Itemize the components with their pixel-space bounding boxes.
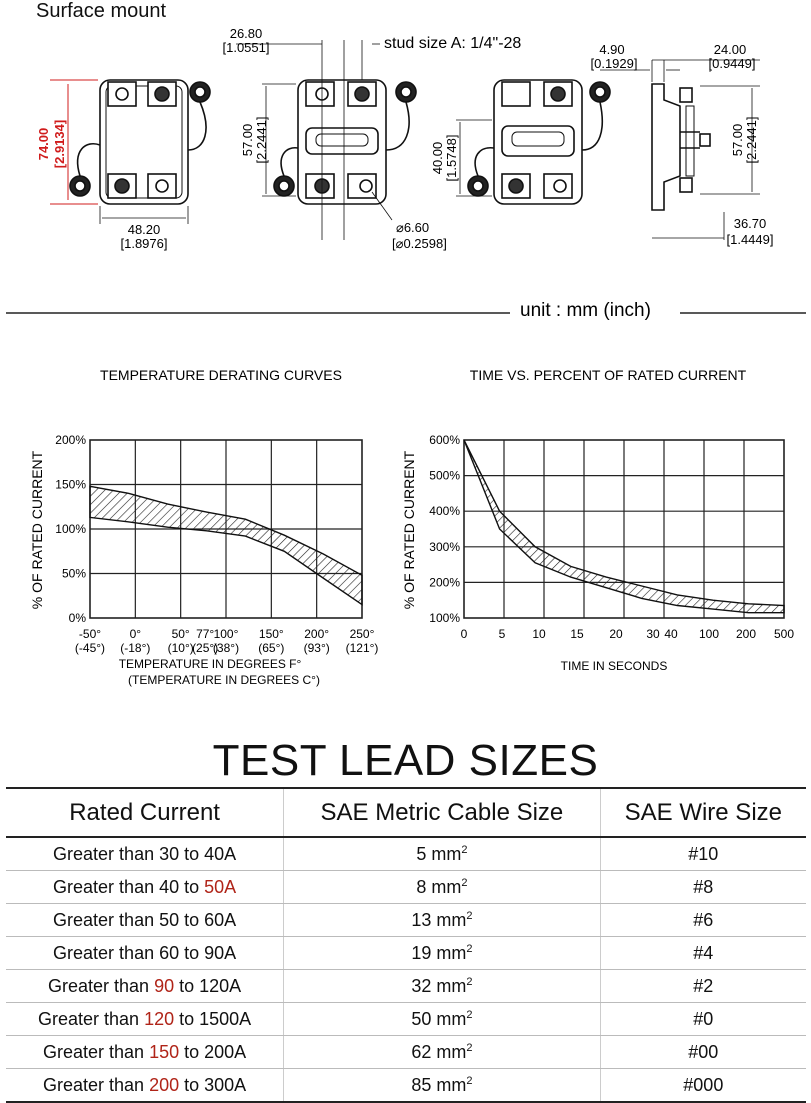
cable-size-value: 8 mm (416, 876, 462, 897)
table-title: TEST LEAD SIZES (212, 736, 599, 785)
stud-size-label: stud size A: 1/4"-28 (384, 35, 522, 52)
wire-size-cell: #6 (600, 904, 806, 937)
profile-view (652, 84, 710, 210)
wire-size-cell: #000 (600, 1069, 806, 1103)
cable-size-cell (284, 970, 600, 1003)
temperature-derating-chart (29, 367, 378, 687)
rated-current-cell (6, 871, 284, 904)
y-tick-label: 0% (68, 611, 86, 625)
wire-size-cell: #0 (600, 1003, 806, 1036)
cable-size-cell (284, 1069, 600, 1103)
cable-size-value: 13 mm (411, 909, 467, 930)
side-view (468, 80, 610, 204)
height-in-label: [2.9134] (52, 119, 67, 169)
table-row (6, 837, 806, 871)
stud-len-in-label: [1.4449] (726, 232, 774, 247)
x-tick-label-f: 100° (213, 627, 239, 641)
rated-current-cell (6, 937, 284, 970)
x-tick-label: 10 (532, 627, 546, 641)
x-tick-label-f: 200° (304, 627, 330, 641)
x-tick-label: 15 (570, 627, 584, 641)
mounting-view (274, 80, 416, 204)
mount-in-label: [2.2441] (254, 116, 269, 164)
x-tick-label: 0 (460, 627, 468, 641)
x-tick-label-f: 150° (258, 627, 284, 641)
squared-superscript: 2 (466, 1041, 473, 1054)
chart1-ylabel: % OF RATED CURRENT (29, 450, 45, 610)
cable-size-value: 5 mm (416, 843, 462, 864)
squared-superscript: 2 (461, 876, 468, 889)
mount2-mm-label: 57.00 (730, 123, 745, 157)
cable-size-cell (284, 937, 600, 970)
x-tick-label-c: (121°) (345, 641, 379, 655)
chart1-xlabel: TEMPERATURE IN DEGREES F° (118, 657, 302, 671)
mount2-in-label: [2.2441] (744, 116, 759, 164)
rated-current-pre: Greater than (43, 1041, 150, 1062)
stud-len-mm-label: 36.70 (733, 216, 767, 231)
wire-size-cell: #8 (600, 871, 806, 904)
rated-current-red: 150 (149, 1041, 180, 1062)
rated-current-cell (6, 970, 284, 1003)
dimension-drawings (0, 0, 811, 330)
thick-mm-label: 4.90 (599, 42, 625, 57)
x-tick-label: 20 (609, 627, 623, 641)
depth-in-label: [0.9449] (708, 56, 756, 71)
y-tick-label: 150% (55, 477, 86, 492)
x-tick-label-c: (10°) (167, 641, 194, 655)
column-header: Rated Current (6, 788, 284, 837)
cable-size-value: 62 mm (411, 1041, 467, 1062)
rated-current-cell (6, 1036, 284, 1069)
rated-current-cell (6, 1069, 284, 1103)
x-tick-label-c: (93°) (303, 641, 330, 655)
wire-size-cell: #10 (600, 837, 806, 871)
y-tick-label: 500% (429, 468, 460, 483)
x-tick-label-c: (38°) (212, 641, 240, 655)
rated-current-pre: Greater than 60 to 90A (53, 942, 237, 963)
y-tick-label: 200% (429, 575, 460, 590)
rated-current-cell (6, 1003, 284, 1036)
time-vs-current-chart (401, 367, 794, 673)
rated-current-pre: Greater than (38, 1008, 145, 1029)
y-tick-label: 100% (429, 611, 460, 625)
squared-superscript: 2 (466, 909, 473, 922)
squared-superscript: 2 (466, 975, 473, 988)
hole-mm-label: ⌀6.60 (396, 220, 430, 235)
cable-size-cell (284, 904, 600, 937)
chart1-xlabel2: (TEMPERATURE IN DEGREES C°) (128, 673, 320, 687)
cable-size-cell (284, 837, 600, 871)
stud-spacing-mm-label: 26.80 (229, 26, 263, 41)
x-tick-label: 40 (664, 627, 678, 641)
cable-size-value: 85 mm (411, 1074, 467, 1095)
y-tick-label: 400% (429, 504, 460, 519)
cable-size-cell (284, 1036, 600, 1069)
x-tick-label-f: -50° (78, 627, 102, 641)
width-in-label: [1.8976] (120, 236, 168, 251)
rated-current-post: to 120A (174, 975, 242, 996)
depth-mm-label: 24.00 (713, 42, 747, 57)
rated-current-pre: Greater than (48, 975, 155, 996)
thick-in-label: [0.1929] (590, 56, 638, 71)
chart2-ylabel: % OF RATED CURRENT (401, 450, 417, 610)
rated-current-pre: Greater than 30 to (53, 843, 205, 864)
x-tick-label-f: 250° (349, 627, 375, 641)
mount-mm-label: 57.00 (240, 123, 255, 157)
rated-current-pre: Greater than (43, 1074, 150, 1095)
rated-current-post: to 200A (179, 1041, 247, 1062)
x-tick-label-c: (-45°) (74, 641, 106, 655)
squared-superscript: 2 (466, 1008, 473, 1021)
side-in-label: [1.5748] (444, 134, 459, 182)
rated-current-pre: Greater than 50 to 60A (53, 909, 237, 930)
y-tick-label: 50% (61, 566, 86, 581)
stud-spacing-in-label: [1.0551] (222, 40, 270, 55)
table-row (6, 871, 806, 904)
squared-superscript: 2 (461, 843, 468, 856)
wire-size-cell: #4 (600, 937, 806, 970)
x-tick-label-c: (25°) (192, 641, 219, 655)
rated-current-red: 90 (154, 975, 175, 996)
cable-size-value: 32 mm (411, 975, 467, 996)
table-row (6, 1003, 806, 1036)
cable-size-cell (284, 1003, 600, 1036)
table-row (6, 904, 806, 937)
rated-current-red: 120 (144, 1008, 175, 1029)
column-header: SAE Metric Cable Size (284, 788, 600, 837)
table-row (6, 937, 806, 970)
rated-current-post: to 300A (179, 1074, 247, 1095)
y-tick-label: 600% (429, 433, 460, 447)
width-mm-label: 48.20 (127, 222, 161, 237)
charts (0, 340, 811, 710)
x-tick-label: 5 (498, 627, 506, 641)
rated-current-red: 50A (204, 876, 237, 897)
heading: Surface mount (36, 0, 167, 22)
cable-size-cell (284, 871, 600, 904)
x-tick-label: 100 (698, 627, 720, 641)
cable-size-value: 19 mm (411, 942, 467, 963)
x-tick-label-c: (-18°) (120, 641, 151, 655)
table-row (6, 970, 806, 1003)
wire-size-cell: #2 (600, 970, 806, 1003)
squared-superscript: 2 (466, 1074, 473, 1087)
y-tick-label: 200% (55, 433, 86, 447)
hole-in-label: [⌀0.2598] (392, 236, 447, 251)
column-header: SAE Wire Size (600, 788, 806, 837)
squared-superscript: 2 (466, 942, 473, 955)
side-mm-label: 40.00 (430, 141, 445, 175)
rated-current-cell (6, 904, 284, 937)
test-lead-table (6, 787, 806, 1103)
x-tick-label-f: 50° (171, 627, 190, 641)
table-row (6, 1036, 806, 1069)
x-tick-label: 500 (773, 627, 795, 641)
y-tick-label: 100% (55, 522, 86, 536)
rated-current-post: 40A (204, 843, 237, 864)
rated-current-cell (6, 837, 284, 871)
x-tick-label: 200 (735, 627, 757, 641)
x-tick-label-c: (65°) (258, 641, 285, 655)
x-tick-label-f: 0° (129, 627, 142, 641)
rated-current-red: 200 (149, 1074, 180, 1095)
cable-size-value: 50 mm (411, 1008, 467, 1029)
rated-current-pre: Greater than 40 to (53, 876, 205, 897)
wire-size-cell: #00 (600, 1036, 806, 1069)
chart2-xlabel: TIME IN SECONDS (560, 659, 668, 673)
x-tick-label-f: 77° (196, 627, 215, 641)
chart2-title: TIME VS. PERCENT OF RATED CURRENT (469, 367, 747, 383)
chart1-title: TEMPERATURE DERATING CURVES (100, 367, 342, 383)
table-row (6, 1069, 806, 1103)
front-view (70, 80, 210, 204)
y-tick-label: 300% (429, 539, 460, 554)
unit-note: unit : mm (inch) (520, 300, 651, 321)
rated-current-post: to 1500A (174, 1008, 252, 1029)
x-tick-label: 30 (646, 627, 660, 641)
height-mm-label: 74.00 (36, 127, 51, 161)
